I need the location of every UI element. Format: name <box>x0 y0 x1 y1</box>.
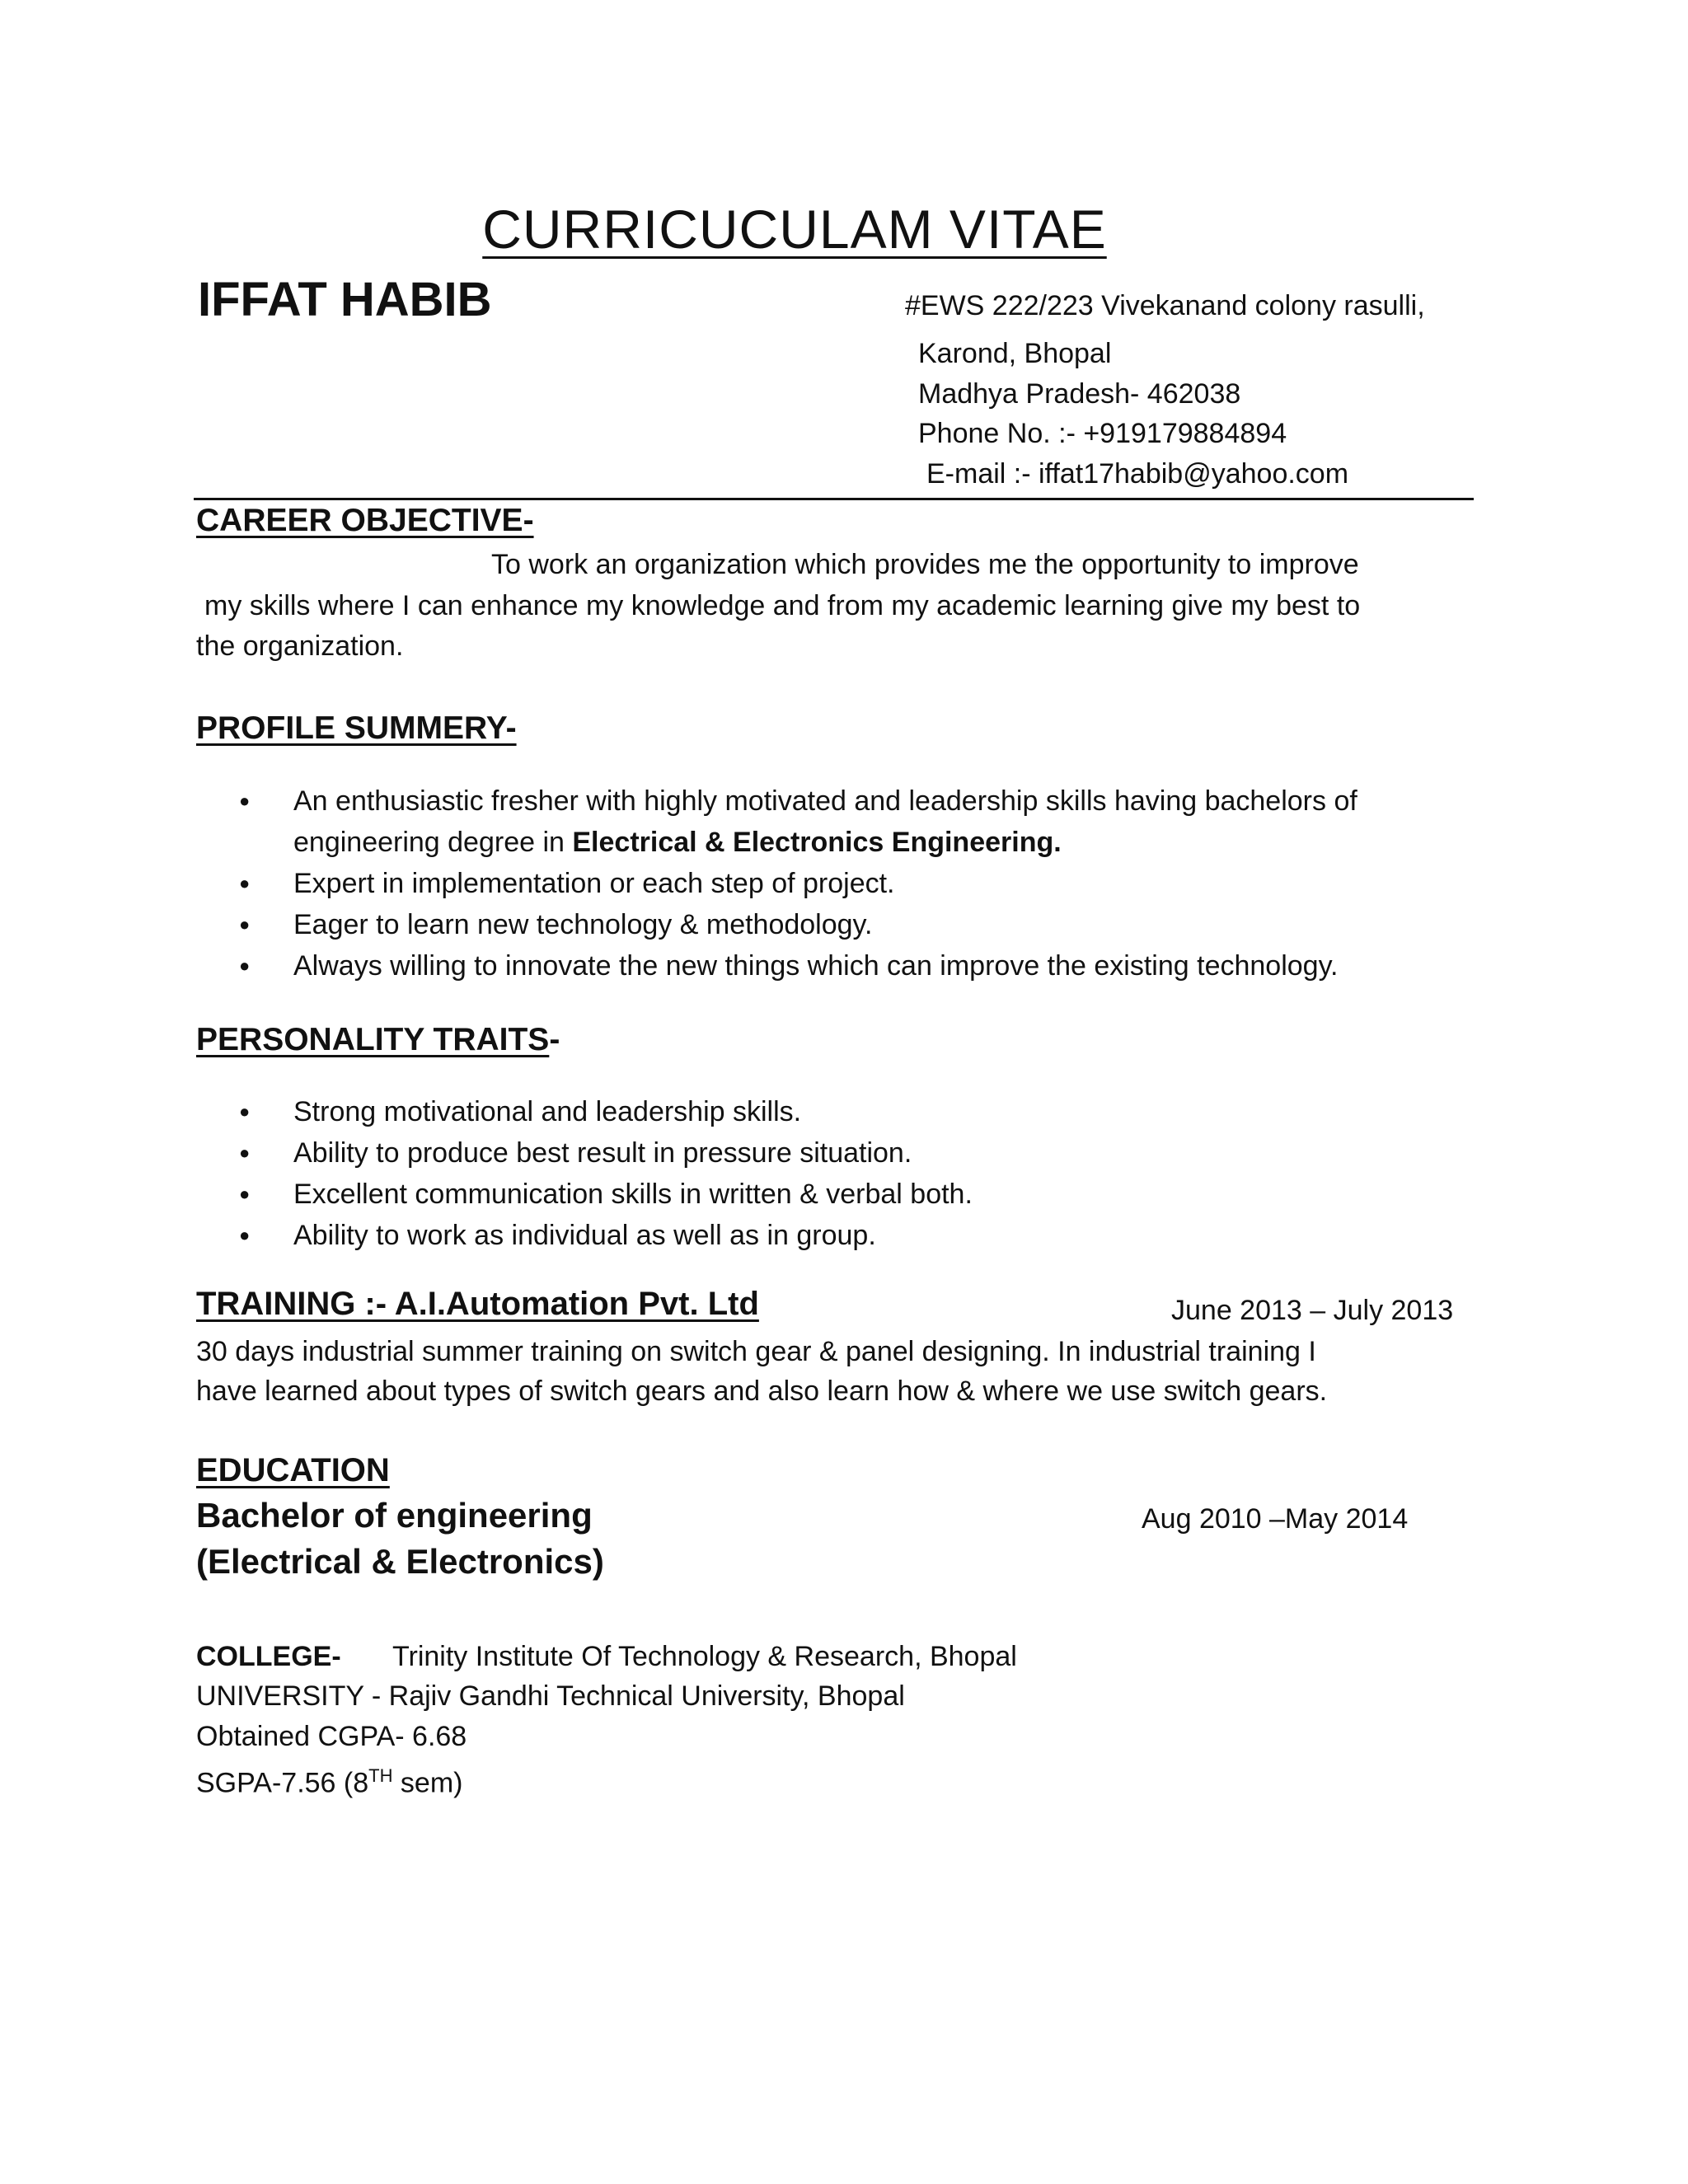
profile-item-2-text: Expert in implementation or each step of project. <box>293 868 895 899</box>
trait-1-text: Strong motivational and leadership skills. <box>293 1096 802 1127</box>
profile-item-4-text: Always willing to innovate the new things which can improve the existing technology. <box>293 950 1339 982</box>
personality-traits-list <box>196 1091 973 1256</box>
address-line-1: #EWS 222/223 Vivekanand colony rasulli, <box>905 290 1425 321</box>
university-name: UNIVERSITY - Rajiv Gandhi Technical University, Bhopal <box>196 1680 905 1712</box>
training-heading: TRAINING :- A.I.Automation Pvt. Ltd <box>196 1286 759 1322</box>
phone-number: Phone No. :- +919179884894 <box>918 418 1287 449</box>
training-line-2: have learned about types of switch gears and also learn how & where we use switch gears. <box>196 1376 1328 1407</box>
heading-dash: - <box>549 1022 560 1057</box>
list-item <box>196 780 1357 863</box>
sgpa-value <box>196 1755 462 1803</box>
college-name: Trinity Institute Of Technology & Research, Bhopal <box>392 1641 1017 1672</box>
list-item <box>196 1091 973 1132</box>
career-objective-line-2: my skills where I can enhance my knowledge and from my academic learning give my best to <box>204 590 1361 621</box>
email-address: E-mail :- iffat17habib@yahoo.com <box>926 458 1349 490</box>
profile-summary-list <box>196 780 1357 987</box>
personality-traits-heading: PERSONALITY TRAITS <box>196 1022 550 1057</box>
document-title: CURRICUCULAM VITAE <box>482 199 1107 260</box>
cgpa-value: Obtained CGPA- 6.68 <box>196 1721 467 1752</box>
list-item <box>196 1174 973 1215</box>
list-item <box>196 863 1357 904</box>
trait-2-text: Ability to produce best result in pressure situation. <box>293 1137 912 1169</box>
sgpa-suffix: sem) <box>392 1767 463 1799</box>
sgpa-prefix: SGPA-7.56 (8 <box>196 1767 369 1799</box>
trait-4-text: Ability to work as individual as well as in group. <box>293 1220 876 1251</box>
degree-name: Bachelor of engineering <box>196 1496 593 1535</box>
profile-summary-heading: PROFILE SUMMERY- <box>196 710 517 746</box>
training-line-1: 30 days industrial summer training on switch gear & panel designing. In industrial training I <box>196 1336 1316 1367</box>
list-item <box>196 904 1357 945</box>
training-dates: June 2013 – July 2013 <box>1171 1295 1454 1326</box>
header-divider <box>194 498 1474 500</box>
career-objective-line-3: the organization. <box>196 630 404 662</box>
address-line-2: Karond, Bhopal <box>918 338 1112 369</box>
trait-3-text: Excellent communication skills in written & verbal both. <box>293 1179 973 1210</box>
address-line-3: Madhya Pradesh- 462038 <box>918 378 1241 410</box>
education-heading: EDUCATION <box>196 1452 390 1488</box>
list-item <box>196 1132 973 1174</box>
profile-item-1-text: An enthusiastic fresher with highly motivated and leadership skills having bachelors of <box>293 785 1357 817</box>
sgpa-superscript: TH <box>368 1765 393 1786</box>
profile-item-1-cont: engineering degree in <box>293 827 573 858</box>
degree-emphasis: Electrical & Electronics Engineering. <box>572 827 1062 858</box>
degree-branch: (Electrical & Electronics) <box>196 1542 604 1581</box>
college-label: COLLEGE- <box>196 1641 341 1672</box>
candidate-name: IFFAT HABIB <box>198 273 492 326</box>
career-objective-line-1: To work an organization which provides me the opportunity to improve <box>491 549 1359 580</box>
personality-traits-heading-wrap <box>196 1022 560 1058</box>
career-objective-heading: CAREER OBJECTIVE- <box>196 503 534 538</box>
education-dates: Aug 2010 –May 2014 <box>1142 1503 1409 1535</box>
list-item <box>196 945 1357 987</box>
profile-item-3-text: Eager to learn new technology & methodology. <box>293 909 873 940</box>
list-item <box>196 1215 973 1256</box>
